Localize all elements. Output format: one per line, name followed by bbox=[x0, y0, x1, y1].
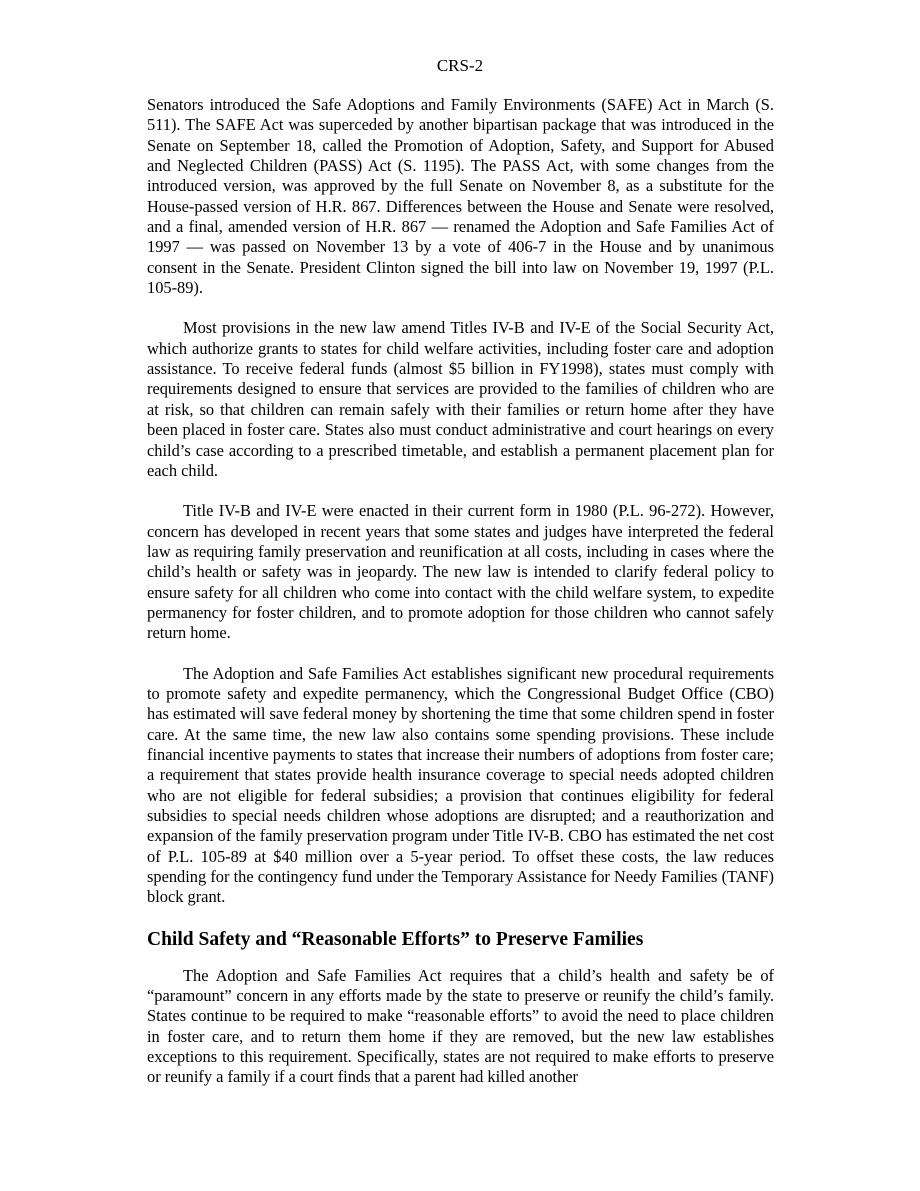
section-heading: Child Safety and “Reasonable Efforts” to Preserve Families bbox=[147, 928, 644, 950]
paragraph-1: Senators introduced the Safe Adoptions and Family Environments (SAFE) Act in March (S. 511). The SAFE Act was superceded by another bipartisan package that was introduced in the Senate on September 18, called the Promotion of Adoption, Safety, and Support for Abused and Neglected Children (PASS) Act (S. 1195). The PASS Act, with some changes from the introduced version, was approved by the full Senate on November 8, as a substitute for the House-passed version of H.R. 867. Differences between the House and Senate were resolved, and a final, amended version of H.R. 867 — renamed the Adoption and Safe Families Act of 1997 — was passed on November 13 by a vote of 406-7 in the House and by unanimous consent in the Senate. President Clinton signed the bill into law on November 19, 1997 (P.L. 105-89). bbox=[147, 95, 774, 298]
paragraph-4: The Adoption and Safe Families Act establishes significant new procedural requirements to promote safety and expedite permanency, which the Congressional Budget Office (CBO) has estimated will save federal money by shortening the time that some children spend in foster care. At the same time, the new law also contains some spending provisions. These include financial incentive payments to states that increase their numbers of adoptions from foster care; a requirement that states provide health insurance coverage to special needs adopted children who are not eligible for federal subsidies; a provision that continues eligibility for federal subsidies to special needs children whose adoptions are disrupted; and a reauthorization and expansion of the family preservation program under Title IV-B. CBO has estimated the net cost of P.L. 105-89 at $40 million over a 5-year period. To offset these costs, the law reduces spending for the contingency fund under the Temporary Assistance for Needy Families (TANF) block grant. bbox=[147, 663, 774, 907]
page-number: CRS-2 bbox=[436, 56, 484, 75]
document-body bbox=[147, 95, 774, 1108]
paragraph-3: Title IV-B and IV-E were enacted in their current form in 1980 (P.L. 96-272). However, concern has developed in recent years that some states and judges have interpreted the federal law as requiring family preservation and reunification at all costs, including in cases where the child’s health or safety was in jeopardy. The new law is intended to clarify federal policy to ensure safety for all children who come into contact with the child welfare system, to expedite permanency for foster children, and to promote adoption for those children who cannot safely return home. bbox=[147, 501, 774, 643]
section-paragraph: The Adoption and Safe Families Act requires that a child’s health and safety be of “paramount” concern in any efforts made by the state to preserve or reunify the child’s family. States continue to be required to make “reasonable efforts” to avoid the need to place children in foster care, and to return them home if they are removed, but the new law establishes exceptions to this requirement. Specifically, states are not required to make efforts to preserve or reunify a family if a court finds that a parent had killed another bbox=[147, 965, 774, 1087]
paragraph-2: Most provisions in the new law amend Titles IV-B and IV-E of the Social Security Act, which authorize grants to states for child welfare activities, including foster care and adoption assistance. To receive federal funds (almost $5 billion in FY1998), states must comply with requirements designed to ensure that services are provided to the families of children who are at risk, so that children can remain safely with their families or return home after they have been placed in foster care. States also must conduct administrative and court hearings on every child’s case according to a prescribed timetable, and establish a permanent placement plan for each child. bbox=[147, 318, 774, 480]
